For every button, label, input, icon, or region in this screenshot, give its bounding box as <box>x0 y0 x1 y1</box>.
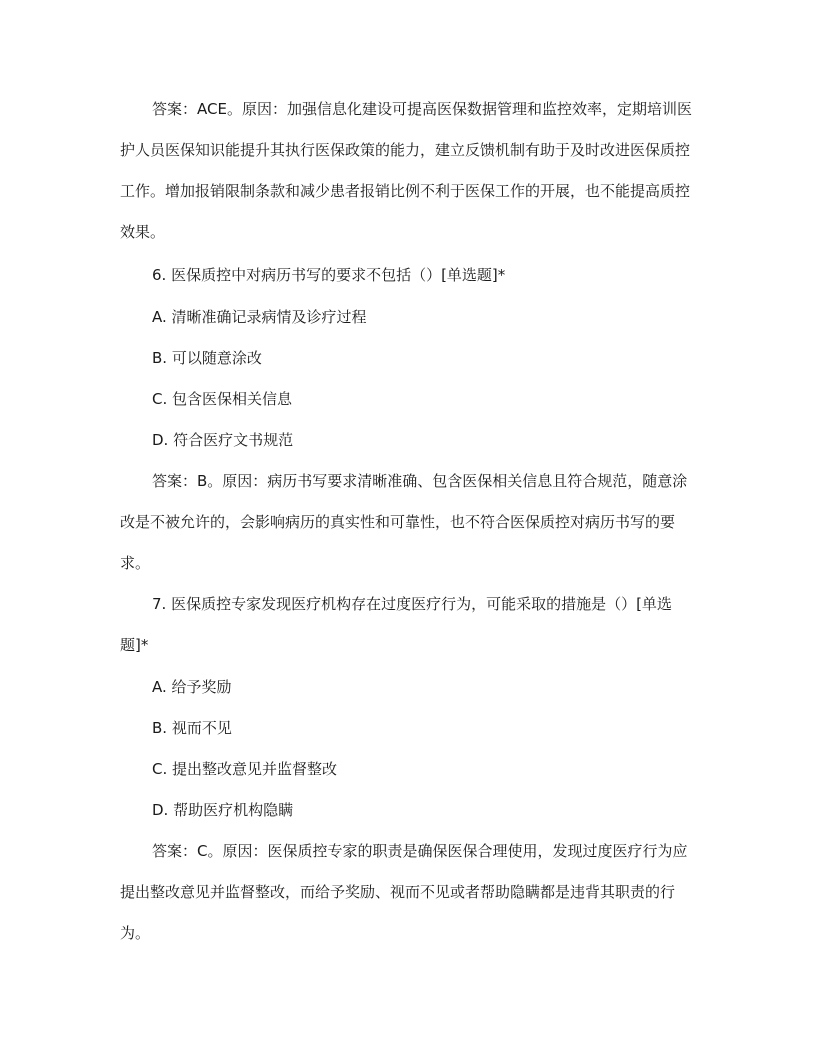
question-7-option-d: D. 帮助医疗机构隐瞒 <box>152 801 294 819</box>
question-7-option-a: A. 给予奖励 <box>152 678 232 696</box>
question-6-option-a: A. 清晰准确记录病情及诊疗过程 <box>152 308 367 326</box>
answer-6-explanation: 答案：B。原因：病历书写要求清晰准确、包含医保相关信息且符合规范，随意涂改是不被允许的，会影响病历的真实性和可靠性，也不符合医保质控对病历书写的要求。 <box>120 472 688 572</box>
question-7-option-b: B. 视而不见 <box>152 719 232 737</box>
question-6-option-d: D. 符合医疗文书规范 <box>152 431 294 449</box>
question-6-option-b: B. 可以随意涂改 <box>152 349 262 367</box>
question-7-option-c: C. 提出整改意见并监督整改 <box>152 760 338 778</box>
answer-5-explanation: 答案：ACE。原因：加强信息化建设可提高医保数据管理和监控效率，定期培训医护人员医保知识能提升其执行医保政策的能力，建立反馈机制有助于及时改进医保质控工作。增加报销限制条款和减少患者报销比例不利于医保工作的开展，也不能提高质控效果。 <box>120 100 692 241</box>
question-6-option-c: C. 包含医保相关信息 <box>152 390 293 408</box>
question-6-stem: 6. 医保质控中对病历书写的要求不包括（）[单选题]* <box>152 266 506 284</box>
answer-7-explanation: 答案：C。原因：医保质控专家的职责是确保医保合理使用，发现过度医疗行为应提出整改意见并监督整改，而给予奖励、视而不见或者帮助隐瞒都是违背其职责的行为。 <box>120 842 688 942</box>
question-7-stem: 7. 医保质控专家发现医疗机构存在过度医疗行为，可能采取的措施是（）[单选题]* <box>120 595 672 654</box>
